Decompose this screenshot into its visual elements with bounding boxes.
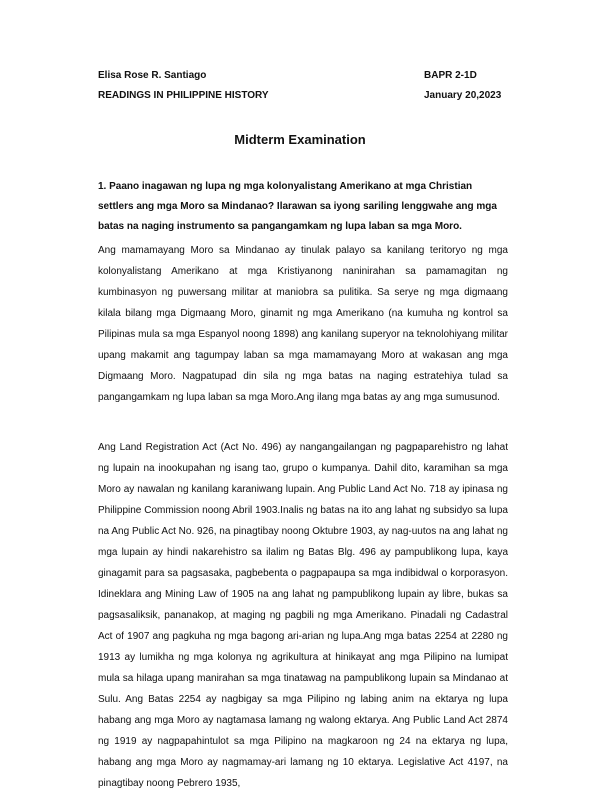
answer-paragraph-2: Ang Land Registration Act (Act No. 496) ay nangangailangan ng pagpaparehistro ng lahat ng lupain na inookupahan ng isang tao, grupo o kumpanya. Dahil dito, karamihan sa mga Moro ay nawalan ng kanilang karaniwang lupain. Ang Public Land Act No. 718 ay ipinasa ng Philippine Commission noong Abril 1903.Inalis ng batas na ito ang lahat ng subsidyo sa lupa na Ang Public Act No. 926, na pinagtibay noong Oktubre 1903, ay nag-uutos na ang lahat ng mga lupain ay hindi nakarehistro sa ilalim ng Batas Blg. 496 ay pampublikong lupa, kaya ginagamit para sa pagsasaka, pagbebenta o pagpapaupa sa mga indibidwal o korporasyon. Idineklara ang Mining Law of 1905 na ang lahat ng pampublikong lupain ay libre, bukas sa pagsasaliksik, pananakop, at maging ng pagbili ng mga Amerikano. Pinadali ng Cadastral Act of 1907 ang pagkuha ng mga bagong ari-arian ng lupa.Ang mga batas 2254 at 2280 ng 1913 ay lumikha ng mga kolonya ng agrikultura at hinikayat ang mga Pilipino na lumipat mula sa hilaga upang manirahan sa mga tinatawag na pampublikong lupain sa Mindanao at Sulu. Ang Batas 2254 ay nagbigay sa mga Pilipino ng labing anim na ektarya ng lupa habang ang mga Moro ay nagtamasa lamang ng walong ektarya. Ang Public Land Act 2874 ng 1919 ay nagpapahintulot sa mga Pilipino na magkaroon ng 24 na ektarya ng lupa, habang ang mga Moro ay nagmamay-ari lamang ng 10 ektarya. Legislative Act 4197, na pinagtibay noong Pebrero 1935, xyxy=(98,442,508,789)
page-title: Midterm Examination xyxy=(234,132,366,147)
course-name: READINGS IN PHILIPPINE HISTORY xyxy=(98,90,269,101)
answer-paragraph-1: Ang mamamayang Moro sa Mindanao ay tinulak palayo sa kanilang teritoryo ng mga kolonyalistang Amerikano at mga Kristiyanong naninirahan sa pamamagitan ng kumbinasyon ng puwersang militar at maniobra sa pulitika. Sa serye ng mga digmaang kilala bilang mga Digmaang Moro, ginamit ng mga Amerikano (na kumuha ng kontrol sa Pilipinas mula sa mga Espanyol noong 1898) ang kanilang superyor na teknolohiyang militar upang makamit ang tagumpay laban sa mga mamamayang Moro at wakasan ang mga Digmaang Moro. Nagpatupad din sila ng mga batas na naging estratehiya tulad sa pangangamkam ng lupa laban sa mga Moro.Ang ilang mga batas ay ang mga sumusunod. xyxy=(98,245,508,403)
section-code: BAPR 2-1D xyxy=(424,70,477,81)
header-row-2 xyxy=(98,90,508,101)
question-text: 1. Paano inagawan ng lupa ng mga kolonyalistang Amerikano at mga Christian settlers ang mga Moro sa Mindanao? Ilarawan sa iyong sariling lenggwahe ang mga batas na naging instrumento sa pangangamkam ng lupa laban sa mga Moro. xyxy=(98,181,497,232)
header-row-1 xyxy=(98,70,508,81)
author-name: Elisa Rose R. Santiago xyxy=(98,70,207,81)
exam-date: January 20,2023 xyxy=(424,90,502,101)
